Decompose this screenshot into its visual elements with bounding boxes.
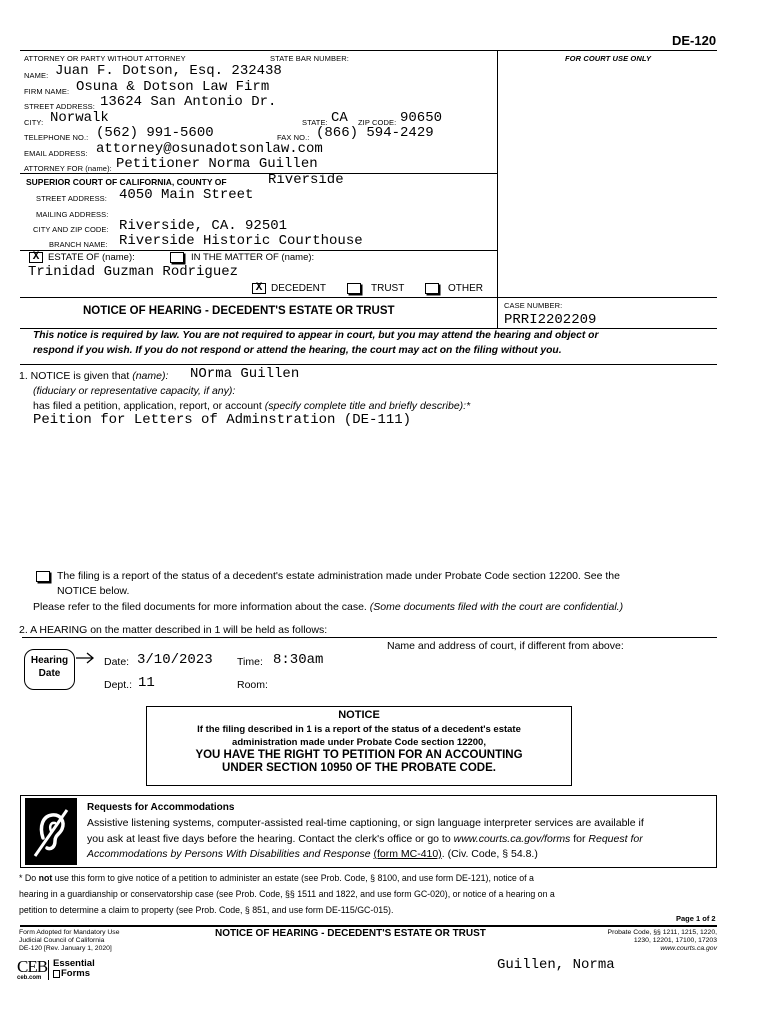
hearing-date[interactable]: 3/10/2023: [137, 652, 213, 668]
form-id: DE-120: [672, 33, 717, 48]
city-zip-label: CITY AND ZIP CODE:: [33, 225, 109, 234]
caption-top-line: [20, 50, 717, 51]
accommodations-title: Requests for Accommodations: [87, 802, 235, 813]
dept-label: Dept.:: [104, 679, 133, 691]
attorney-fax[interactable]: (866) 594-2429: [316, 125, 434, 141]
matter-name[interactable]: Trinidad Guzman Rodriguez: [28, 264, 239, 280]
footnote-line1a: * Do: [19, 873, 37, 883]
trust-checkbox[interactable]: [347, 283, 361, 294]
court-heading: SUPERIOR COURT OF CALIFORNIA, COUNTY OF: [26, 177, 227, 187]
hearing-time[interactable]: 8:30am: [273, 652, 324, 668]
filed-prefix: has filed a petition, application, report, or account: [33, 400, 262, 412]
item1-name[interactable]: NOrma Guillen: [190, 366, 300, 382]
footer-adopted: [19, 929, 120, 953]
state-label: STATE:: [302, 118, 328, 127]
footer-line: [20, 925, 717, 927]
attorney-street[interactable]: 13624 San Antonio Dr.: [100, 94, 277, 110]
attorney-name[interactable]: Juan F. Dotson, Esq. 232438: [55, 63, 282, 79]
form-mc410-link[interactable]: (form MC-410): [373, 848, 442, 860]
matter-checkbox[interactable]: [170, 252, 184, 263]
report-line1: The filing is a report of the status of a decedent's estate administration made under Probate Code section 12200. See the: [57, 570, 620, 582]
attorney-city[interactable]: Norwalk: [50, 110, 109, 126]
case-number-label: CASE NUMBER:: [504, 301, 563, 310]
notice-box-line2: administration made under Probate Code section 12200,: [232, 737, 486, 748]
footnote-line1b: not: [38, 873, 53, 883]
accounting-notice-box: [146, 706, 572, 786]
city-label: CITY:: [24, 118, 44, 127]
attorney-zip[interactable]: 90650: [400, 110, 443, 126]
legal-notice-line1: This notice is required by law. You are not required to appear in court, but you may attend the hearing and object or: [33, 330, 599, 341]
attorney-phone[interactable]: (562) 991-5600: [96, 125, 214, 141]
arrow-right-icon: [75, 651, 97, 665]
essential-text: Essential: [53, 958, 95, 969]
time-label: Time:: [237, 656, 263, 668]
branch-label: BRANCH NAME:: [49, 240, 108, 249]
court-street[interactable]: 4050 Main Street: [119, 187, 254, 203]
estate-checkbox[interactable]: X: [29, 252, 43, 263]
other-label: OTHER: [448, 283, 483, 294]
trust-label: TRUST: [371, 283, 405, 294]
refer-line: [33, 601, 623, 613]
form-title: NOTICE OF HEARING - DECEDENT'S ESTATE OR TRUST: [83, 305, 395, 317]
notice-box-line4: UNDER SECTION 10950 OF THE PROBATE CODE.: [222, 762, 496, 774]
footer-codes: [540, 929, 717, 953]
phone-label: TELEPHONE NO.:: [24, 133, 89, 142]
logo-divider: [48, 960, 49, 980]
refer-italic: (Some documents filed with the court are confidential.): [369, 601, 624, 613]
forms-text-row: [53, 969, 95, 979]
filed-line: [33, 400, 470, 412]
item1-prefix: [19, 370, 168, 382]
estate-label: [48, 252, 135, 263]
notice-box-line3: YOU HAVE THE RIGHT TO PETITION FOR AN ACCOUNTING: [195, 749, 523, 761]
street-label: STREET ADDRESS:: [24, 102, 95, 111]
court-branch[interactable]: Riverside Historic Courthouse: [119, 233, 363, 249]
petition-description[interactable]: Peition for Letters of Adminstration (DE-111): [33, 412, 412, 428]
notice-box-line1: If the filing described in 1 is a report of the status of a decedent's estate: [197, 724, 521, 735]
attorney-state[interactable]: CA: [331, 110, 348, 126]
name-label: NAME:: [24, 71, 49, 80]
forms-text: Forms: [61, 968, 91, 979]
court-county[interactable]: Riverside: [268, 172, 344, 188]
fiduciary-label: (fiduciary or representative capacity, if any):: [33, 385, 236, 397]
footnote-line2: hearing in a guardianship or conservatorship case (see Prob. Code, §§ 1511 and 1822, and use form GC-020), or notice of a hearing on a: [19, 889, 555, 899]
date-label: Date:: [104, 656, 130, 668]
courts-forms-link[interactable]: www.courts.ca.gov/forms: [453, 833, 571, 845]
ceb-site: ceb.com: [17, 975, 42, 981]
report-line2: NOTICE below.: [57, 585, 130, 597]
accommodations-line3: [87, 848, 538, 860]
footer-courts-link[interactable]: www.courts.ca.gov: [660, 945, 717, 952]
badge-line2: Date: [38, 668, 61, 679]
mailing-label: MAILING ADDRESS:: [36, 210, 109, 219]
accommodations-line3a: Accommodations by Persons With Disabilities and Response: [87, 848, 371, 860]
court-use-label: FOR COURT USE ONLY: [565, 54, 652, 63]
ceb-logo: [17, 959, 47, 982]
footnote-line3: petition to determine a claim to property (see Prob. Code, § 851, and use form DE-115/GC-015).: [19, 905, 394, 915]
hearing-assist-icon: [25, 798, 77, 865]
ceb-logo-text: CEB: [17, 957, 48, 976]
notice-box-title: NOTICE: [338, 709, 380, 721]
forms-page-icon: [53, 970, 60, 978]
title-section-line: [20, 297, 717, 298]
footer-adopted3: DE-120 [Rev. January 1, 2020]: [19, 945, 112, 952]
essential-forms-logo: [53, 959, 95, 979]
court-street-label: STREET ADDRESS:: [36, 194, 107, 203]
item2-line: [22, 637, 717, 638]
matter-label: IN THE MATTER OF (name):: [191, 252, 315, 263]
notice-bottom-line: [20, 364, 717, 365]
footer-adopted1: Form Adopted for Mandatory Use: [19, 929, 120, 936]
firm-label: FIRM NAME:: [24, 87, 70, 96]
refer-prefix: Please refer to the filed documents for more information about the case.: [33, 601, 367, 613]
footer-title: NOTICE OF HEARING - DECEDENT'S ESTATE OR TRUST: [215, 928, 486, 939]
email-label: EMAIL ADDRESS:: [24, 149, 88, 158]
attorney-email[interactable]: attorney@osunadotsonlaw.com: [96, 141, 323, 157]
footnote-line1: [19, 873, 534, 883]
title-bottom-line: [20, 328, 717, 329]
footnote-line1c: use this form to give notice of a petition to administer an estate (see Prob. Code, § 8100, and use form DE-121), notice of a: [54, 873, 534, 883]
firm-name[interactable]: Osuna & Dotson Law Firm: [76, 79, 270, 95]
court-address-label: Name and address of court, if different from above:: [387, 640, 624, 652]
hearing-dept[interactable]: 11: [138, 675, 155, 691]
room-label: Room:: [237, 679, 268, 691]
legal-notice-line2: respond if you wish. If you do not respond or attend the hearing, the court may act on the filing without you.: [33, 345, 562, 356]
accommodations-line2d: Request for: [588, 833, 643, 845]
attorney-heading: ATTORNEY OR PARTY WITHOUT ATTORNEY: [24, 54, 186, 63]
item1-prefix-text: 1. NOTICE is given that: [19, 370, 130, 382]
other-checkbox[interactable]: [425, 283, 439, 294]
state-bar-label: STATE BAR NUMBER:: [270, 54, 349, 63]
footer-adopted2: Judicial Council of California: [19, 937, 105, 944]
footer-short-name[interactable]: Guillen, Norma: [497, 957, 615, 973]
accommodations-line2c: for: [573, 833, 586, 845]
filed-italic: (specify complete title and briefly describe):*: [264, 400, 471, 412]
attorney-for[interactable]: Petitioner Norma Guillen: [116, 156, 318, 172]
accommodations-line2: [87, 833, 643, 845]
report-checkbox[interactable]: [36, 571, 50, 582]
hearing-date-badge: [24, 649, 75, 690]
caption-vertical-divider: [497, 50, 498, 328]
estate-label-text: ESTATE OF (name):: [48, 252, 135, 263]
court-section-line: [20, 173, 497, 174]
fax-label: FAX NO.:: [277, 133, 310, 142]
item2-heading: 2. A HEARING on the matter described in 1 will be held as follows:: [19, 624, 328, 636]
attorney-for-label: ATTORNEY FOR (name):: [24, 164, 112, 173]
court-city-zip[interactable]: Riverside, CA. 92501: [119, 218, 288, 234]
decedent-label: DECEDENT: [271, 283, 327, 294]
page-label: Page 1 of 2: [676, 914, 716, 923]
accommodations-line3c: . (Civ. Code, § 54.8.): [441, 848, 538, 860]
footer-code2: 1230, 12201, 17100, 17203: [633, 937, 717, 944]
accommodations-line2a: you ask at least five days before the hearing. Contact the clerk's office or go to: [87, 833, 451, 845]
accommodations-line1: Assistive listening systems, computer-assisted real-time captioning, or sign language interpreter services are available if: [87, 817, 644, 829]
item1-name-label: (name):: [132, 370, 169, 382]
footer-code1: Probate Code, §§ 1211, 1215, 1220,: [607, 929, 717, 936]
matter-section-line: [20, 250, 497, 251]
decedent-checkbox[interactable]: X: [252, 283, 266, 294]
zip-label: ZIP CODE:: [358, 118, 397, 127]
case-number[interactable]: PRRI2202209: [504, 312, 597, 328]
badge-line1: Hearing: [30, 655, 69, 666]
